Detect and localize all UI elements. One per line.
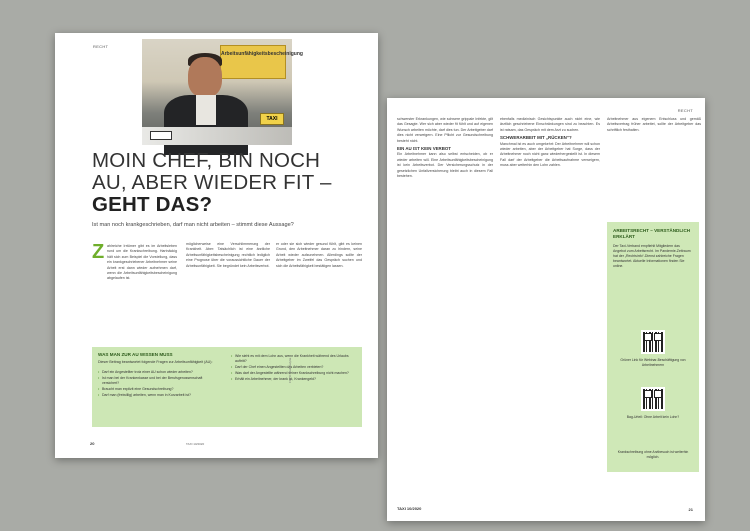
- callout-title: WAS MAN ZUR AU WISSEN MUSS: [98, 352, 173, 357]
- body-column-1: [397, 117, 493, 492]
- right-page: [387, 98, 705, 521]
- qr-caption: Bag-Urteil: Ohne Arbeit kein Lohn?: [626, 415, 680, 419]
- callout-list-2: [231, 354, 355, 383]
- photo-credit: FOTO: Ralf Kalytta: [288, 357, 292, 383]
- body-column-3: er oder sie sich wieder gesund fühlt, gibt es keinen Grund, den Arbeitnehmer daran zu hindern, seine Arbeit wieder aufzunehmen. Allerdings sollte der Arbeitgeber im Zweifel das Gespräch suchen und sich die Arbeitsfähigkeit bestätigen lassen.: [276, 242, 362, 268]
- taxi-driver-photo: [142, 39, 303, 145]
- subheading: SCHWERARBEIT MIT „RÜCKEN“?: [500, 135, 572, 141]
- sidebar-footnote: Krankschreibung ohne Arztbesuch ist weiterhin möglich.: [617, 450, 689, 459]
- column-text: schwerster Erkrankungen, wie schwere grippale Infekte, gilt das Gesagte. Wer sich aber wieder fit fühlt und auf eigenen Wunsch arbeiten möchte, darf dies tun. Der Arbeitgeber darf dies nicht verweigern. Eine Pflicht zur Gesundschreibung besteht nicht.: [397, 117, 493, 143]
- footer-issue: TAXI 10/2020: [186, 442, 205, 446]
- headline-line2: AU, ABER WIEDER FIT –: [92, 171, 332, 194]
- sidebar-title: ARBEITSRECHT – VERSTÄNDLICH ERKLÄRT: [613, 228, 691, 239]
- taxi-roof-sign: TAXI: [260, 113, 284, 125]
- drop-cap: Z: [92, 241, 105, 263]
- list-item: • Ist man bei der Krankenkasse und bei der Berufsgenossenschaft versichert?: [98, 376, 216, 386]
- callout-intro: Dieser Beitrag beantwortet folgende Fragen zur Arbeitsunfähigkeit (AU):: [98, 360, 213, 364]
- page-number: 20: [90, 441, 95, 446]
- headline: [92, 150, 372, 216]
- list-item: • Was darf der Angestellte während seiner Krankschreibung nicht machen?: [231, 371, 355, 376]
- callout-list-1: [98, 370, 216, 399]
- photo-head: [188, 57, 222, 97]
- qr-code-icon[interactable]: [641, 387, 665, 411]
- body-column-1: ahlreiche Irrtümer gibt es im Arbeitsleben rund um die Krankschreibung. Hartnäckig hält sich zum Beispiel die Vorstellung, dass ein krankgeschriebener Arbeitnehmer seine Arbeit erst dann wieder aufnehmen darf, wenn die Arbeitsunfähigkeitsbescheinigung abgelaufen ist.: [107, 244, 177, 281]
- info-callout: [92, 347, 362, 427]
- list-item: • Wie sieht es mit dem Lohn aus, wenn die Krankheit während des Urlaubs auftritt?: [231, 354, 355, 364]
- sidebar-infobox: [607, 222, 699, 472]
- qr-code-icon[interactable]: [641, 330, 665, 354]
- list-item: • Darf der Chef einen Angestellten das Arbeiten verbieten?: [231, 365, 355, 370]
- column-text: Ein Arbeitnehmer kann also selbst entscheiden, ob er wieder arbeiten will. Eine Arbeitsunfähigkeitsbescheinigung ist kein Arbeitsverbot. Der Versicherungsschutz in der gesetzlichen Unfallversicherung bleibt auch in diesem Fall bestehen.: [397, 152, 493, 179]
- photo-plate: [150, 131, 172, 140]
- sidebar-text: Der Taxi-Verband empfiehlt Mitgliedern das Angebot zum Arbeitsrecht. Im Pandemie-Zeitraum hat der „Rechtsinfo“-Dienst zahlreiche Fragen beantwortet. Aktuelle Informationen finden Sie online.: [613, 244, 691, 268]
- qr-caption: Grüner Link für Webinar-Beschäftigung von Arbeitnehmern: [620, 358, 686, 367]
- page-number: 21: [688, 507, 693, 512]
- left-page: [55, 33, 378, 458]
- subtitle: Ist man noch krankgeschrieben, darf man nicht arbeiten – stimmt diese Aussage?: [92, 222, 294, 228]
- section-label: RECHT: [93, 44, 109, 49]
- certificate-sign: Arbeitsunfähigkeitsbescheinigung: [220, 45, 286, 79]
- body-column-2: [500, 117, 600, 492]
- body-column-3: Arbeitnehmer aus eigenem Entschluss und gemäß Arbeitsvertrag früher arbeitet, sollte der Arbeitgeber das schriftlich festhalten.: [607, 117, 701, 132]
- headline-line1: MOIN CHEF, BIN NOCH: [92, 149, 321, 172]
- column-text: ebenfalls medizinisch Gesichtspunkte auch nicht eine, wie ärztlich geschriebene Einschränkungen sind zu beachten. Es ist ratsam, das Gespräch mit dem Arzt zu suchen.: [500, 117, 600, 132]
- subheading: EIN AU IST KEIN VERBOT: [397, 146, 451, 152]
- list-item: • Braucht man explizit eine Gesundschreibung?: [98, 387, 216, 392]
- headline-bold: GEHT DAS?: [92, 193, 213, 216]
- photo-shirt: [196, 95, 216, 125]
- section-label: RECHT: [677, 108, 693, 113]
- list-item: • Darf man (freiwillig) arbeiten, wenn man in Kurzarbeit ist?: [98, 393, 216, 398]
- list-item: • Darf ein Angestellter trotz einer AU schon wieder arbeiten?: [98, 370, 216, 375]
- footer-issue: TAXI 10/2020: [397, 506, 422, 511]
- list-item: • Erhält ein Arbeitnehmer, der krank ist, Krankengeld?: [231, 377, 355, 382]
- body-column-2: möglicherweise eine Verschlimmerung der Krankheit. Aber: Tatsächlich ist eine ärztliche Arbeitsunfähigkeitsbescheinigung rechtlich lediglich eine Prognose über die voraussichtliche Dauer der Arbeitsunfähigkeit. Sie begründet kein Arbeitsverbot.: [186, 242, 270, 268]
- column-text: Manchmal ist es auch umgekehrt: Der Arbeitnehmer will schon wieder arbeiten, aber der Arbeitgeber hat Sorge, dass der Arbeitnehmer noch nicht ganz wiederhergestellt ist. In diesem Fall darf der Arbeitgeber die Arbeitsaufnahme verweigern, muss aber weiterhin den Lohn zahlen.: [500, 141, 600, 168]
